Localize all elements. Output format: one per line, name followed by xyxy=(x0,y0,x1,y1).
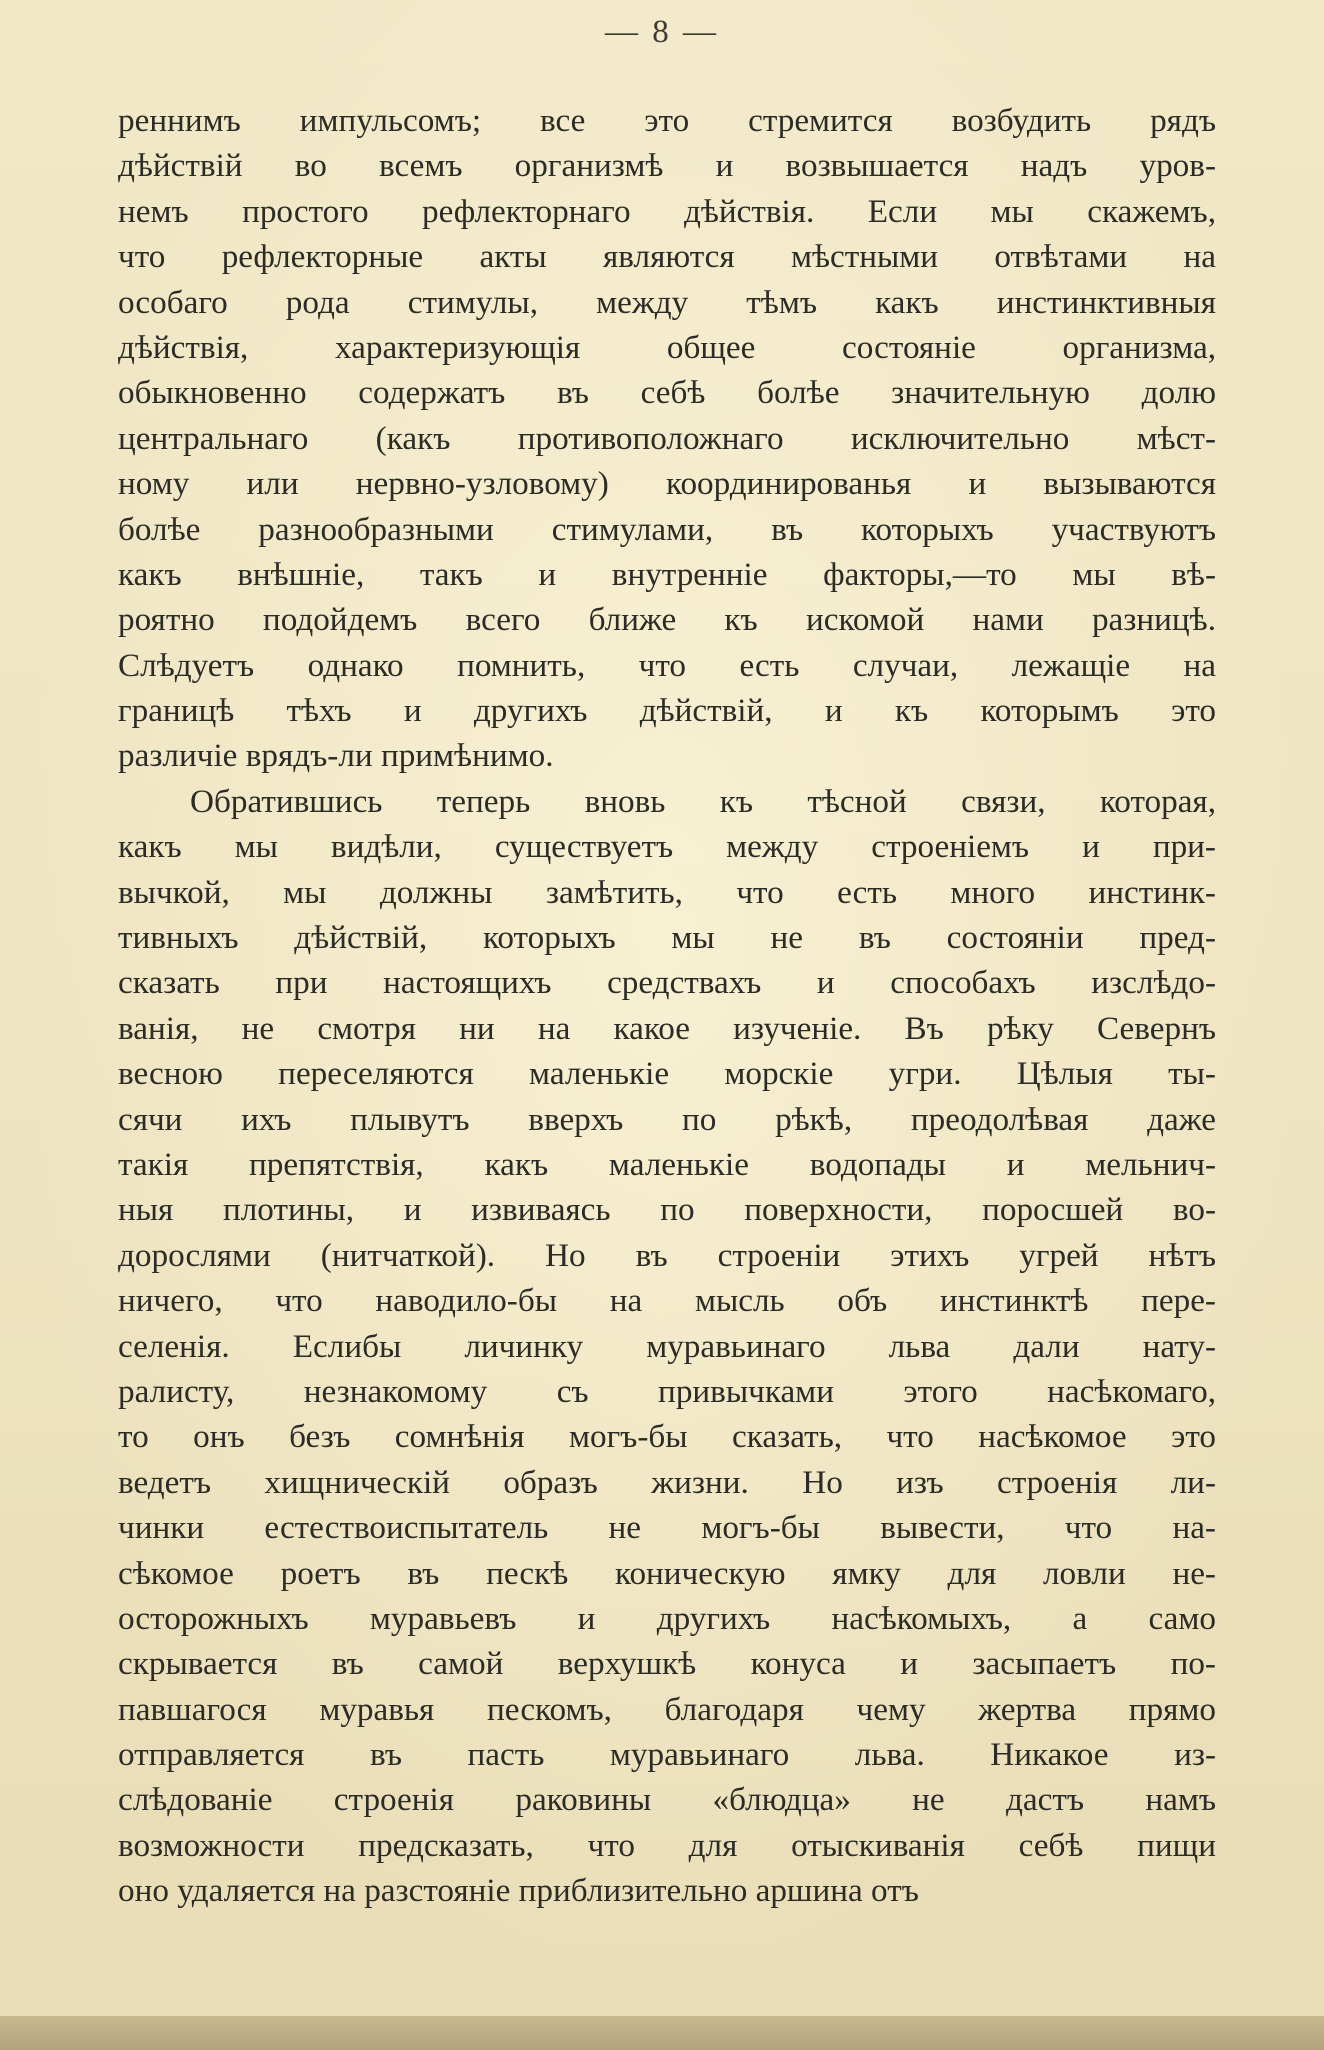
page-number: — 8 — xyxy=(605,14,719,50)
text-line: оно удаляется на разстояніе приблизительно аршина отъ xyxy=(118,1872,919,1910)
text-line: немъ простого рефлекторнаго дѣйствія. Если мы скажемъ, xyxy=(118,192,1216,230)
text-line: роятно подойдемъ всего ближе къ искомой нами разницѣ. xyxy=(118,601,1216,639)
text-line: дѣйствій во всемъ организмѣ и возвышается надъ уров- xyxy=(118,147,1216,185)
text-line: сѣкомое роетъ въ пескѣ коническую ямку для ловли не- xyxy=(118,1554,1216,1592)
text-line: обыкновенно содержатъ въ себѣ болѣе значительную долю xyxy=(118,374,1216,412)
text-line: весною переселяются маленькіе морскіе угри. Цѣлыя ты- xyxy=(118,1055,1216,1093)
text-line: слѣдованіе строенія раковины «блюдца» не дастъ намъ xyxy=(118,1781,1216,1819)
text-line: сячи ихъ плывутъ вверхъ по рѣкѣ, преодолѣвая даже xyxy=(118,1100,1216,1138)
text-line: дорослями (нитчаткой). Но въ строеніи этихъ угрей нѣтъ xyxy=(118,1236,1216,1274)
text-line: вычкой, мы должны замѣтить, что есть много инстинк- xyxy=(118,873,1216,911)
text-line: тивныхъ дѣйствій, которыхъ мы не въ состояніи пред- xyxy=(118,919,1216,957)
text-line: Слѣдуетъ однако помнить, что есть случаи, лежащіе на xyxy=(118,646,1216,684)
text-line: сказать при настоящихъ средствахъ и способахъ изслѣдо- xyxy=(118,964,1216,1002)
text-line: различіе врядъ-ли примѣнимо. xyxy=(118,737,554,775)
text-line: ному или нервно-узловому) координированья и вызываются xyxy=(118,465,1216,503)
text-line: границѣ тѣхъ и другихъ дѣйствій, и къ которымъ это xyxy=(118,692,1216,730)
paragraph xyxy=(118,779,1216,1914)
text-line: центральнаго (какъ противоположнаго исключительно мѣст- xyxy=(118,419,1216,457)
text-line: отправляется въ пасть муравьинаго льва. Никакое из- xyxy=(118,1736,1216,1774)
text-line: такія препятствія, какъ маленькіе водопады и мельнич- xyxy=(118,1145,1216,1183)
text-line: скрывается въ самой верхушкѣ конуса и засыпаетъ по- xyxy=(118,1645,1216,1683)
text-line: селенія. Еслибы личинку муравьинаго льва дали нату- xyxy=(118,1327,1216,1365)
text-line: ванія, не смотря ни на какое изученіе. Въ рѣку Севернъ xyxy=(118,1009,1216,1047)
text-line: ведетъ хищническій образъ жизни. Но изъ строенія ли- xyxy=(118,1463,1216,1501)
text-line: то онъ безъ сомнѣнія могъ-бы сказать, что насѣкомое это xyxy=(118,1418,1216,1456)
text-line: Обратившись теперь вновь къ тѣсной связи, которая, xyxy=(190,782,1216,820)
text-line: ралисту, незнакомому съ привычками этого насѣкомаго, xyxy=(118,1372,1216,1410)
body-text xyxy=(118,98,1216,1914)
text-line: особаго рода стимулы, между тѣмъ какъ инстинктивныя xyxy=(118,283,1216,321)
text-line: какъ мы видѣли, существуетъ между строеніемъ и при- xyxy=(118,828,1216,866)
text-line: осторожныхъ муравьевъ и другихъ насѣкомыхъ, а само xyxy=(118,1599,1216,1637)
text-line: дѣйствія, характеризующія общее состояніе организма, xyxy=(118,328,1216,366)
text-line: ныя плотины, и извиваясь по поверхности, поросшей во- xyxy=(118,1191,1216,1229)
text-line: возможности предсказать, что для отыскиванія себѣ пищи xyxy=(118,1826,1216,1864)
text-line: реннимъ импульсомъ; все это стремится возбудить рядъ xyxy=(118,102,1216,139)
text-line: чинки естествоиспытатель не могъ-бы вывести, что на- xyxy=(118,1509,1216,1547)
text-line: какъ внѣшніе, такъ и внутренніе факторы,—то мы вѣ- xyxy=(118,555,1216,593)
text-line: павшагося муравья пескомъ, благодаря чему жертва прямо xyxy=(118,1690,1216,1728)
text-line: ничего, что наводило-бы на мысль объ инстинктѣ пере- xyxy=(118,1282,1216,1320)
page-bottom-edge xyxy=(0,2016,1324,2050)
paragraph xyxy=(118,98,1216,779)
text-line: болѣе разнообразными стимулами, въ которыхъ участвуютъ xyxy=(118,510,1216,548)
text-line: что рефлекторные акты являются мѣстными отвѣтами на xyxy=(118,238,1216,276)
